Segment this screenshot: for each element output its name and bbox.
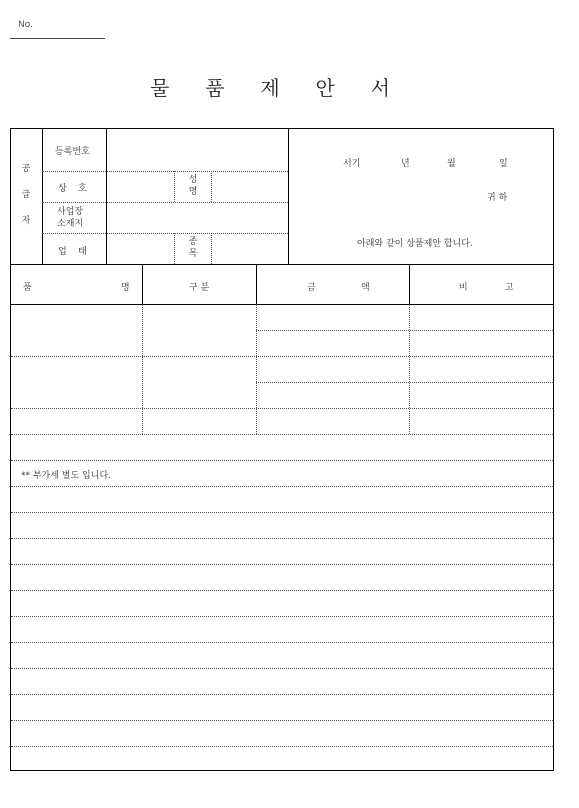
table-top-line: [11, 264, 553, 265]
title-char: 서: [370, 76, 390, 100]
supplier-side-divider: [42, 129, 43, 264]
note-row-line: [11, 460, 553, 461]
supplier-cell-divider: [174, 233, 175, 264]
supplier-cell-divider: [174, 171, 175, 202]
business-type-label: 업 태: [58, 247, 87, 257]
col-amount-a: 금: [307, 283, 316, 293]
month-unit: 월: [447, 159, 456, 169]
col-amount-b: 액: [361, 283, 370, 293]
blank-row-line: [11, 616, 553, 617]
blank-row-line: [11, 720, 553, 721]
reg-no-label: 등록번호: [55, 147, 90, 157]
name-label: 성 명: [188, 175, 198, 197]
proposal-form: [10, 128, 554, 771]
title-char: 안: [315, 76, 335, 100]
col-divider: [256, 304, 257, 434]
blank-row-line: [11, 694, 553, 695]
col-remarks-b: 고: [505, 283, 514, 293]
blank-row-line: [11, 590, 553, 591]
col-divider: [409, 264, 410, 304]
document-title: [150, 72, 390, 101]
blank-row-line: [11, 642, 553, 643]
year-label: 서기: [343, 159, 361, 169]
col-divider: [409, 304, 410, 434]
no-underline: [10, 38, 105, 39]
supplier-row-line: [42, 233, 288, 234]
year-unit: 년: [401, 159, 410, 169]
item-type-label: 종 목: [188, 237, 198, 259]
table-row-line: [256, 330, 553, 331]
supplier-row-line: [42, 171, 288, 172]
blank-row-line: [11, 564, 553, 565]
supplier-row-line: [42, 202, 288, 203]
day-unit: 일: [499, 159, 508, 169]
table-header-line: [11, 304, 553, 305]
col-remarks-a: 비: [459, 283, 468, 293]
honorific: 귀 하: [487, 193, 508, 203]
title-char: 품: [205, 76, 225, 100]
supplier-cell-divider: [211, 233, 212, 264]
blank-row-line: [11, 746, 553, 747]
blank-row-line: [11, 668, 553, 669]
supplier-label-divider: [106, 129, 107, 264]
blank-row-line: [11, 486, 553, 487]
title-char: 물: [150, 76, 170, 100]
supplier-cell-divider: [211, 171, 212, 202]
vat-note: ** 부가세 별도 입니다.: [21, 471, 111, 481]
supplier-side-label: 공 급 자: [21, 164, 31, 226]
col-category: 구 분: [189, 283, 210, 293]
table-row-line: [11, 408, 553, 409]
col-item-a: 품: [23, 283, 32, 293]
col-divider: [142, 264, 143, 304]
blank-row-line: [11, 538, 553, 539]
title-char: 제: [260, 76, 280, 100]
blank-row-line: [11, 512, 553, 513]
supplier-addressee-divider: [288, 129, 289, 264]
col-item-b: 명: [121, 283, 130, 293]
col-divider: [256, 264, 257, 304]
company-label: 상 호: [58, 184, 87, 194]
address-label: 사업장 소재지: [57, 207, 84, 229]
table-row-line: [11, 356, 553, 357]
table-row-line: [256, 382, 553, 383]
col-divider: [142, 304, 143, 434]
proposal-statement: 아래와 같이 상품제안 합니다.: [357, 239, 473, 249]
no-label: No.: [18, 20, 33, 30]
table-row-line: [11, 434, 553, 435]
